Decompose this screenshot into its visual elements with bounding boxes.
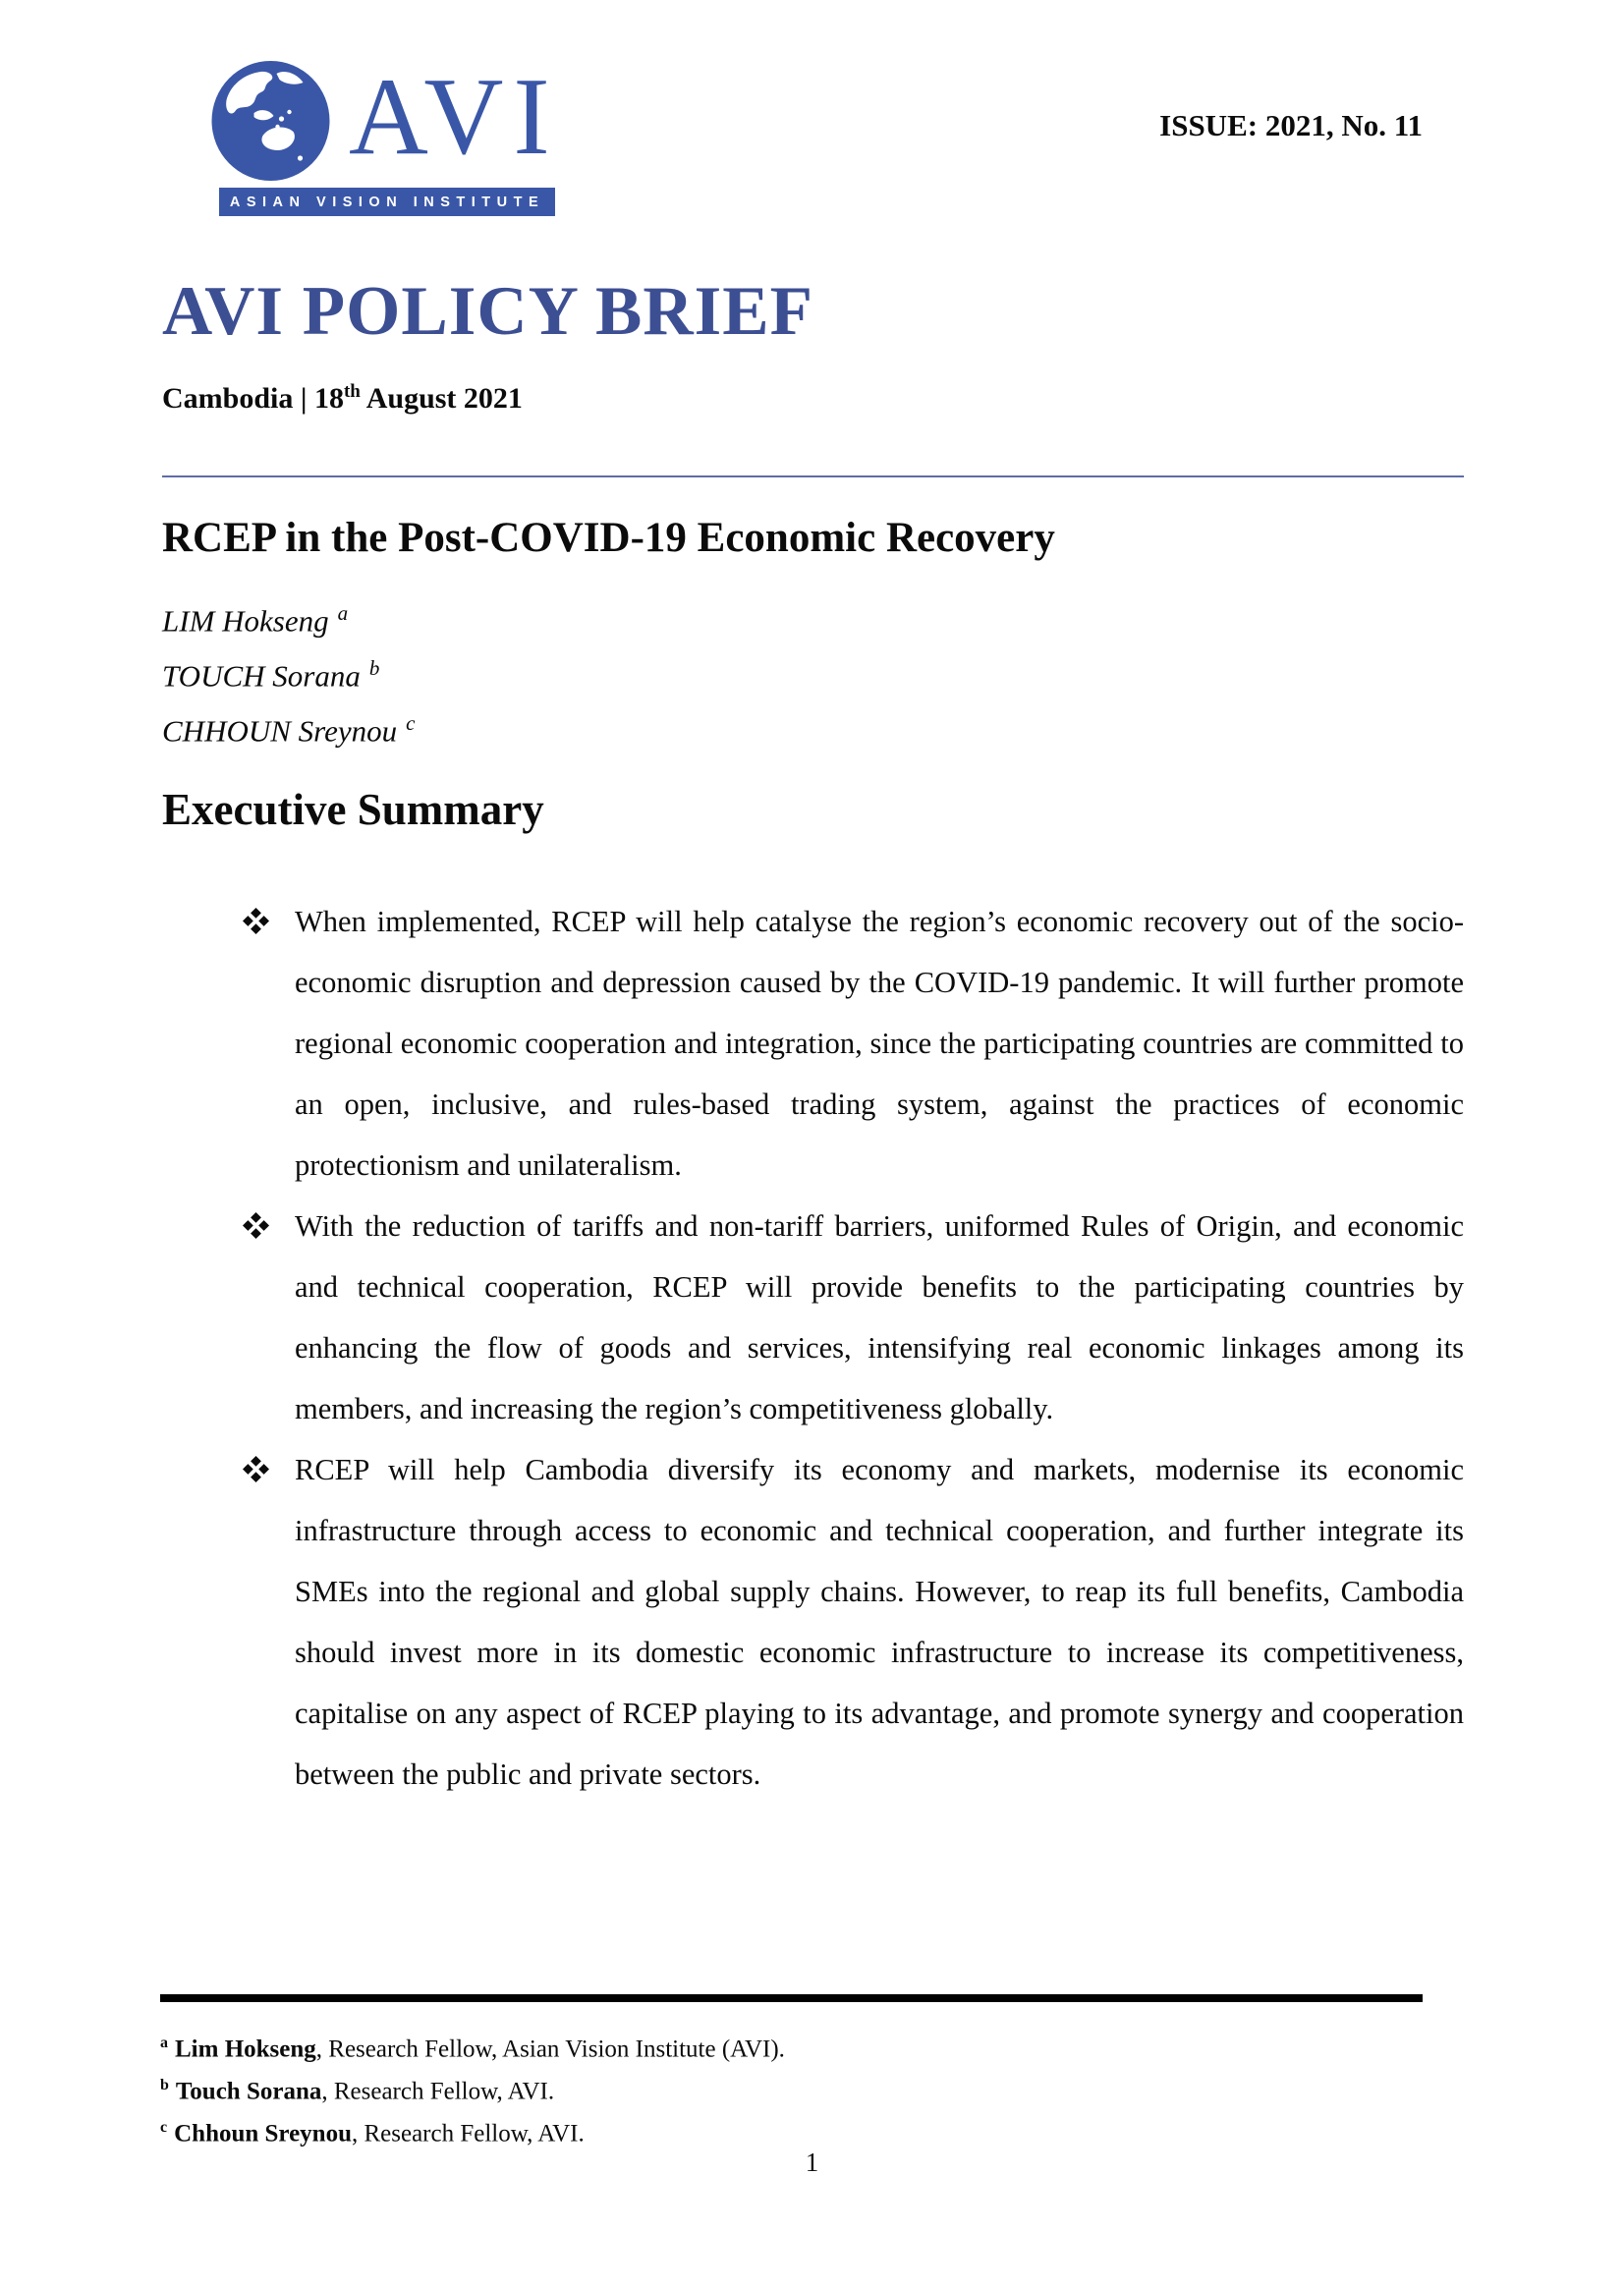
section-heading-executive-summary: Executive Summary <box>162 784 544 834</box>
bullet-diamond-icon <box>243 908 269 934</box>
author-list <box>162 589 1464 755</box>
issue-number: ISSUE: 2021, No. 11 <box>1159 108 1423 142</box>
summary-bullet <box>162 1196 1464 1439</box>
bullet-diamond-icon <box>243 1212 269 1239</box>
bullet-diamond-icon <box>243 1456 269 1482</box>
summary-bullet <box>162 891 1464 1196</box>
footnote-author: Chhoun Sreynou <box>174 2119 352 2147</box>
globe-icon <box>211 61 330 181</box>
author-name: CHHOUN Sreynou <box>162 713 398 749</box>
dateline-ordinal: th <box>343 380 361 402</box>
footnote-mark: c <box>160 2118 168 2136</box>
summary-bullet <box>162 1439 1464 1805</box>
article-title: RCEP in the Post-COVID-19 Economic Recovery <box>162 514 1055 561</box>
author-line <box>162 699 1464 754</box>
footnote <box>160 2110 1423 2152</box>
page-header <box>162 0 1464 218</box>
author-line <box>162 644 1464 699</box>
footnote <box>160 2026 1423 2068</box>
masthead-title: AVI POLICY BRIEF <box>162 273 814 350</box>
footnote <box>160 2068 1423 2110</box>
footnote-text: , Research Fellow, Asian Vision Institute (AVI). <box>315 2036 785 2063</box>
page-number: 1 <box>805 2148 819 2177</box>
dateline-suffix: August 2021 <box>360 381 523 415</box>
executive-summary-list <box>162 891 1464 1805</box>
bullet-text: RCEP will help Cambodia diversify its economy and markets, modernise its economic infrastructure through access to economic and technical cooperation, and further integrate its SMEs into the regional and global supply chains. However, to reap its full benefits, Cambodia should invest more in its domestic economic infrastructure to increase its competitiveness, capitalise on any aspect of RCEP playing to its advantage, and promote synergy and cooperation between the public and private sectors. <box>295 1452 1464 1791</box>
footnote-mark: b <box>160 2076 169 2093</box>
logo-banner: ASIAN VISION INSTITUTE <box>219 188 555 216</box>
footnote-area <box>160 1994 1423 2151</box>
bullet-text: With the reduction of tariffs and non-tariff barriers, uniformed Rules of Origin, and economic and technical cooperation, RCEP will provide benefits to the participating countries by enhancing the flow of goods and services, intensifying real economic linkages among its members, and increasing the region’s competitiveness globally. <box>295 1208 1464 1425</box>
author-line <box>162 589 1464 644</box>
author-footnote-mark: c <box>406 711 416 736</box>
avi-logo <box>211 57 634 218</box>
masthead-divider <box>162 475 1464 477</box>
footnote-text: , Research Fellow, AVI. <box>351 2119 585 2147</box>
dateline-prefix: Cambodia | 18 <box>162 381 344 415</box>
footnote-author: Touch Sorana <box>175 2078 322 2105</box>
logo-acronym: AVI <box>349 56 560 178</box>
footnote-text: , Research Fellow, AVI. <box>321 2078 555 2105</box>
author-name: TOUCH Sorana <box>162 658 361 694</box>
author-footnote-mark: b <box>368 655 380 680</box>
footnote-mark: a <box>160 2035 168 2051</box>
dateline <box>162 374 1464 417</box>
bullet-text: When implemented, RCEP will help catalyse the region’s economic recovery out of the socio-economic disruption and depression caused by the COVID-19 pandemic. It will further promote regional economic cooperation and integration, since the participating countries are committed to an open, inclusive, and rules-based trading system, against the practices of economic protectionism and unilateralism. <box>295 904 1464 1182</box>
footnote-author: Lim Hokseng <box>175 2036 316 2063</box>
author-footnote-mark: a <box>337 600 349 625</box>
author-name: LIM Hokseng <box>162 602 329 638</box>
